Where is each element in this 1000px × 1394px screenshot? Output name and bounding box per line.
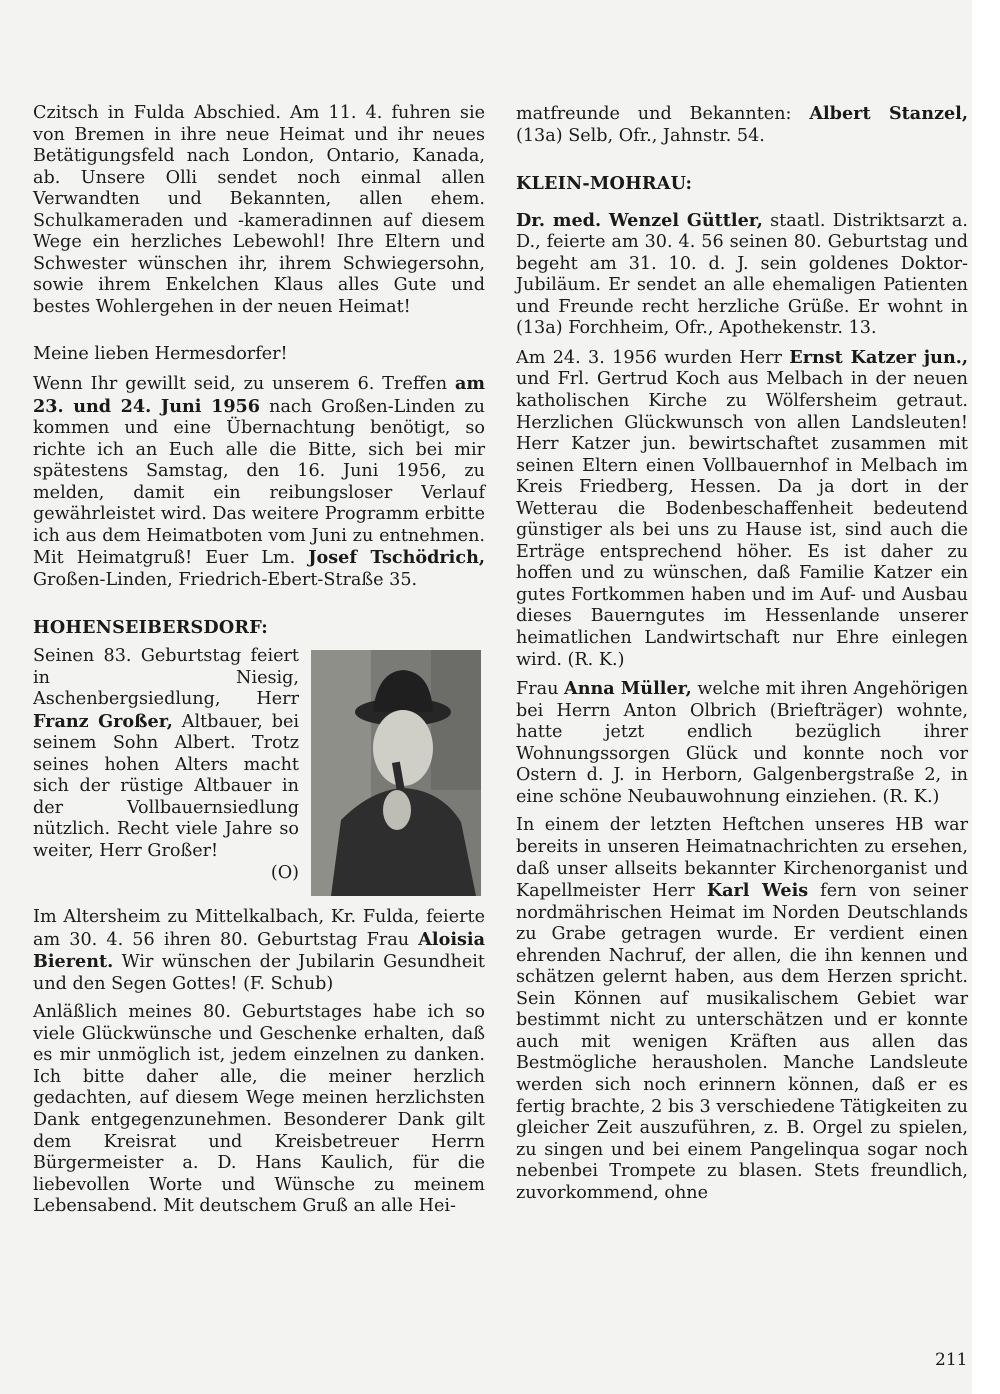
letter-author: Josef Tschödrich,: [308, 547, 485, 569]
left-column: [33, 103, 485, 1225]
aloisia-bierent-name: Aloisia Bierent.: [33, 928, 485, 973]
portrait-photo: [311, 650, 481, 896]
section-heading-klein-mohrau: KLEIN-MOHRAU:: [516, 173, 693, 195]
franz-grosser-name: Franz Großer,: [33, 710, 173, 732]
birthday-80-paragraph: Im Altersheim zu Mittelkalbach, Kr. Fulda, feierte am 30. 4. 56 ihren 80. Geburtstag Frau Aloisia Bierent. Wir wünschen der Jubilarin Gesundheit und den Segen Gottes! (F. Schub): [33, 907, 485, 994]
page-number: 211: [935, 1350, 968, 1370]
obituary-paragraph: In einem der letzten Heftchen unseres HB war bereits in unseren Heimatnachrichten zu ersehen, daß unser allseits bekannter Kirchenorganist und Kapellmeister Herr Karl Weis fern von seiner nordmährischen Heimat im Norden Deutschlands zu Grabe getragen wurde. Er verdient einen ehrenden Nachruf, der allen, die ihn kennen und schätzen gelernt haben, aus dem Herzen spricht. Sein Können auf musikalischem Gebiet war bestimmt nicht zu unterschätzen und er konnte auch mit wenigen Kräften aus allen das Bestmögliche herausholen. Manche Landsleute werden sich noch erinnern können, daß er es fertig brachte, 2 bis 3 verschiedene Tätigkeiten zu gleicher Zeit auszuführen, z. B. Orgel zu spielen, zu singen und bei einem Pangelinqua sogar noch nebenbei Trompete zu blasen. Stets freundlich, zuvorkommend, ohne: [516, 815, 968, 1203]
albert-stanzel-name: Albert Stanzel,: [809, 103, 968, 124]
birthday-83-block: Seinen 83. Geburtstag feiert in Niesig, Aschenbergsiedlung, Herr Franz Großer, Altbauer, bei seinem Sohn Albert. Trotz seines hohen Alters macht sich der rüstige Altbauer in der Vollbauernsiedlung nützlich. Recht viele Jahre so weiter, Herr Großer! (O): [33, 646, 485, 900]
wedding-paragraph: Am 24. 3. 1956 wurden Herr Ernst Katzer jun., und Frl. Gertrud Koch aus Melbach in der neuen katholischen Kirche zu Wölfersheim getraut. Herzlichen Glückwunsch von allen Landsleuten! Herr Katzer jun. bewirtschaftet zusammen mit seinen Eltern einen Vollbauernhof in Melbach im Kreis Friedberg, Hessen. Da ja dort in der Wetterau die Bodenbeschaffenheit bedeutend günstiger als bei uns zu Hause ist, sind auch die Erträge entsprechend höher. Es ist daher zu hoffen und zu wünschen, daß Familie Katzer ein gutes Fortkommen haben und im Auf- und Ausbau dieses Bauerngutes im Hessenlande unserer heimatlichen Landwirtschaft nur Ehre einlegen wird. (R. K.): [516, 346, 968, 670]
letter-paragraph: Wenn Ihr gewillt seid, zu unserem 6. Treffen am 23. und 24. Juni 1956 nach Großen-Linden zu kommen und eine Übernachtung benötigt, so richte ich an Euch alle die Bitte, sich bei mir spätestens Samstag, den 16. Juni 1956, zu melden, damit ein reibungsloser Verlauf gewährleistet wird. Das weitere Programm erbitte ich aus dem Heimatboten vom Juni zu entnehmen. Mit Heimatgruß! Euer Lm. Josef Tschödrich, Großen-Linden, Friedrich-Ebert-Straße 35.: [33, 373, 485, 590]
doctor-paragraph: Dr. med. Wenzel Güttler, staatl. Distriktsarzt a. D., feierte am 30. 4. 56 seinen 80. Geburtstag und begeht am 31. 10. d. J. sein goldenes Doktor-Jubiläum. Er sendet an alle ehemaligen Patienten und Freunde recht herzliche Grüße. Er wohnt in (13a) Forchheim, Ofr., Apothekenstr. 13.: [516, 209, 968, 339]
letter-dates: am 23. und 24. Juni 1956: [33, 373, 485, 417]
page-edge: [972, 0, 1000, 1394]
signature-o: (O): [270, 862, 299, 883]
doctor-name: Dr. med. Wenzel Güttler,: [516, 209, 763, 231]
thanks-paragraph: Anläßlich meines 80. Geburtstages habe ich so viele Glückwünsche und Geschenke erhalten, daß es mir unmöglich ist, jedem einzelnen zu danken. Ich bitte daher alle, die meiner herzlich gedachten, auf diesem Wege meinen herzlichsten Dank entgegenzunehmen. Besonderer Dank gilt dem Kreisrat und Kreisbetreuer Herrn Bürgermeister a. D. Hans Kaulich, für die liebevollen Worte und Wünsche zu meinem Lebensabend. Mit deutschem Gruß an alle Hei-: [33, 1002, 485, 1217]
new-home-paragraph: Frau Anna Müller, welche mit ihren Angehörigen bei Herrn Anton Olbrich (Briefträger) wohnte, hatte jetzt endlich bezüglich ihrer Wohnungssorgen Glück und konnte noch vor Ostern d. J. in Herborn, Galgenbergstraße 2, in eine schöne Neubauwohnung einziehen. (R. K.): [516, 678, 969, 807]
right-column: [516, 103, 968, 1211]
portrait-illustration: [311, 650, 481, 896]
karl-weis-name: Karl Weis: [706, 880, 809, 902]
anna-mueller-name: Anna Müller,: [564, 678, 692, 700]
continuation-paragraph: matfreunde und Bekannten: Albert Stanzel, (13a) Selb, Ofr., Jahnstr. 54.: [516, 103, 968, 146]
letter-greeting: Meine lieben Hermesdorfer!: [33, 344, 288, 365]
ernst-katzer-name: Ernst Katzer jun.,: [789, 346, 968, 368]
section-heading-hohenseibersdorf: HOHENSEIBERSDORF:: [33, 617, 268, 639]
intro-paragraph: Czitsch in Fulda Abschied. Am 11. 4. fuhren sie von Bremen in ihre neue Heimat und ihr neues Betätigungsfeld nach London, Ontario, Kanada, ab. Unsere Olli sendet noch einmal allen Verwandten und Bekannten, allen ehem. Schulkameraden und -kameradinnen auf diesem Wege ein herzliches Lebewohl! Ihre Eltern und Schwester wünschen ihr, ihrem Schwiegersohn, sowie ihrem Enkelchen Klaus alles Gute und bestes Wohlergehen in der neuen Heimat!: [33, 103, 485, 317]
